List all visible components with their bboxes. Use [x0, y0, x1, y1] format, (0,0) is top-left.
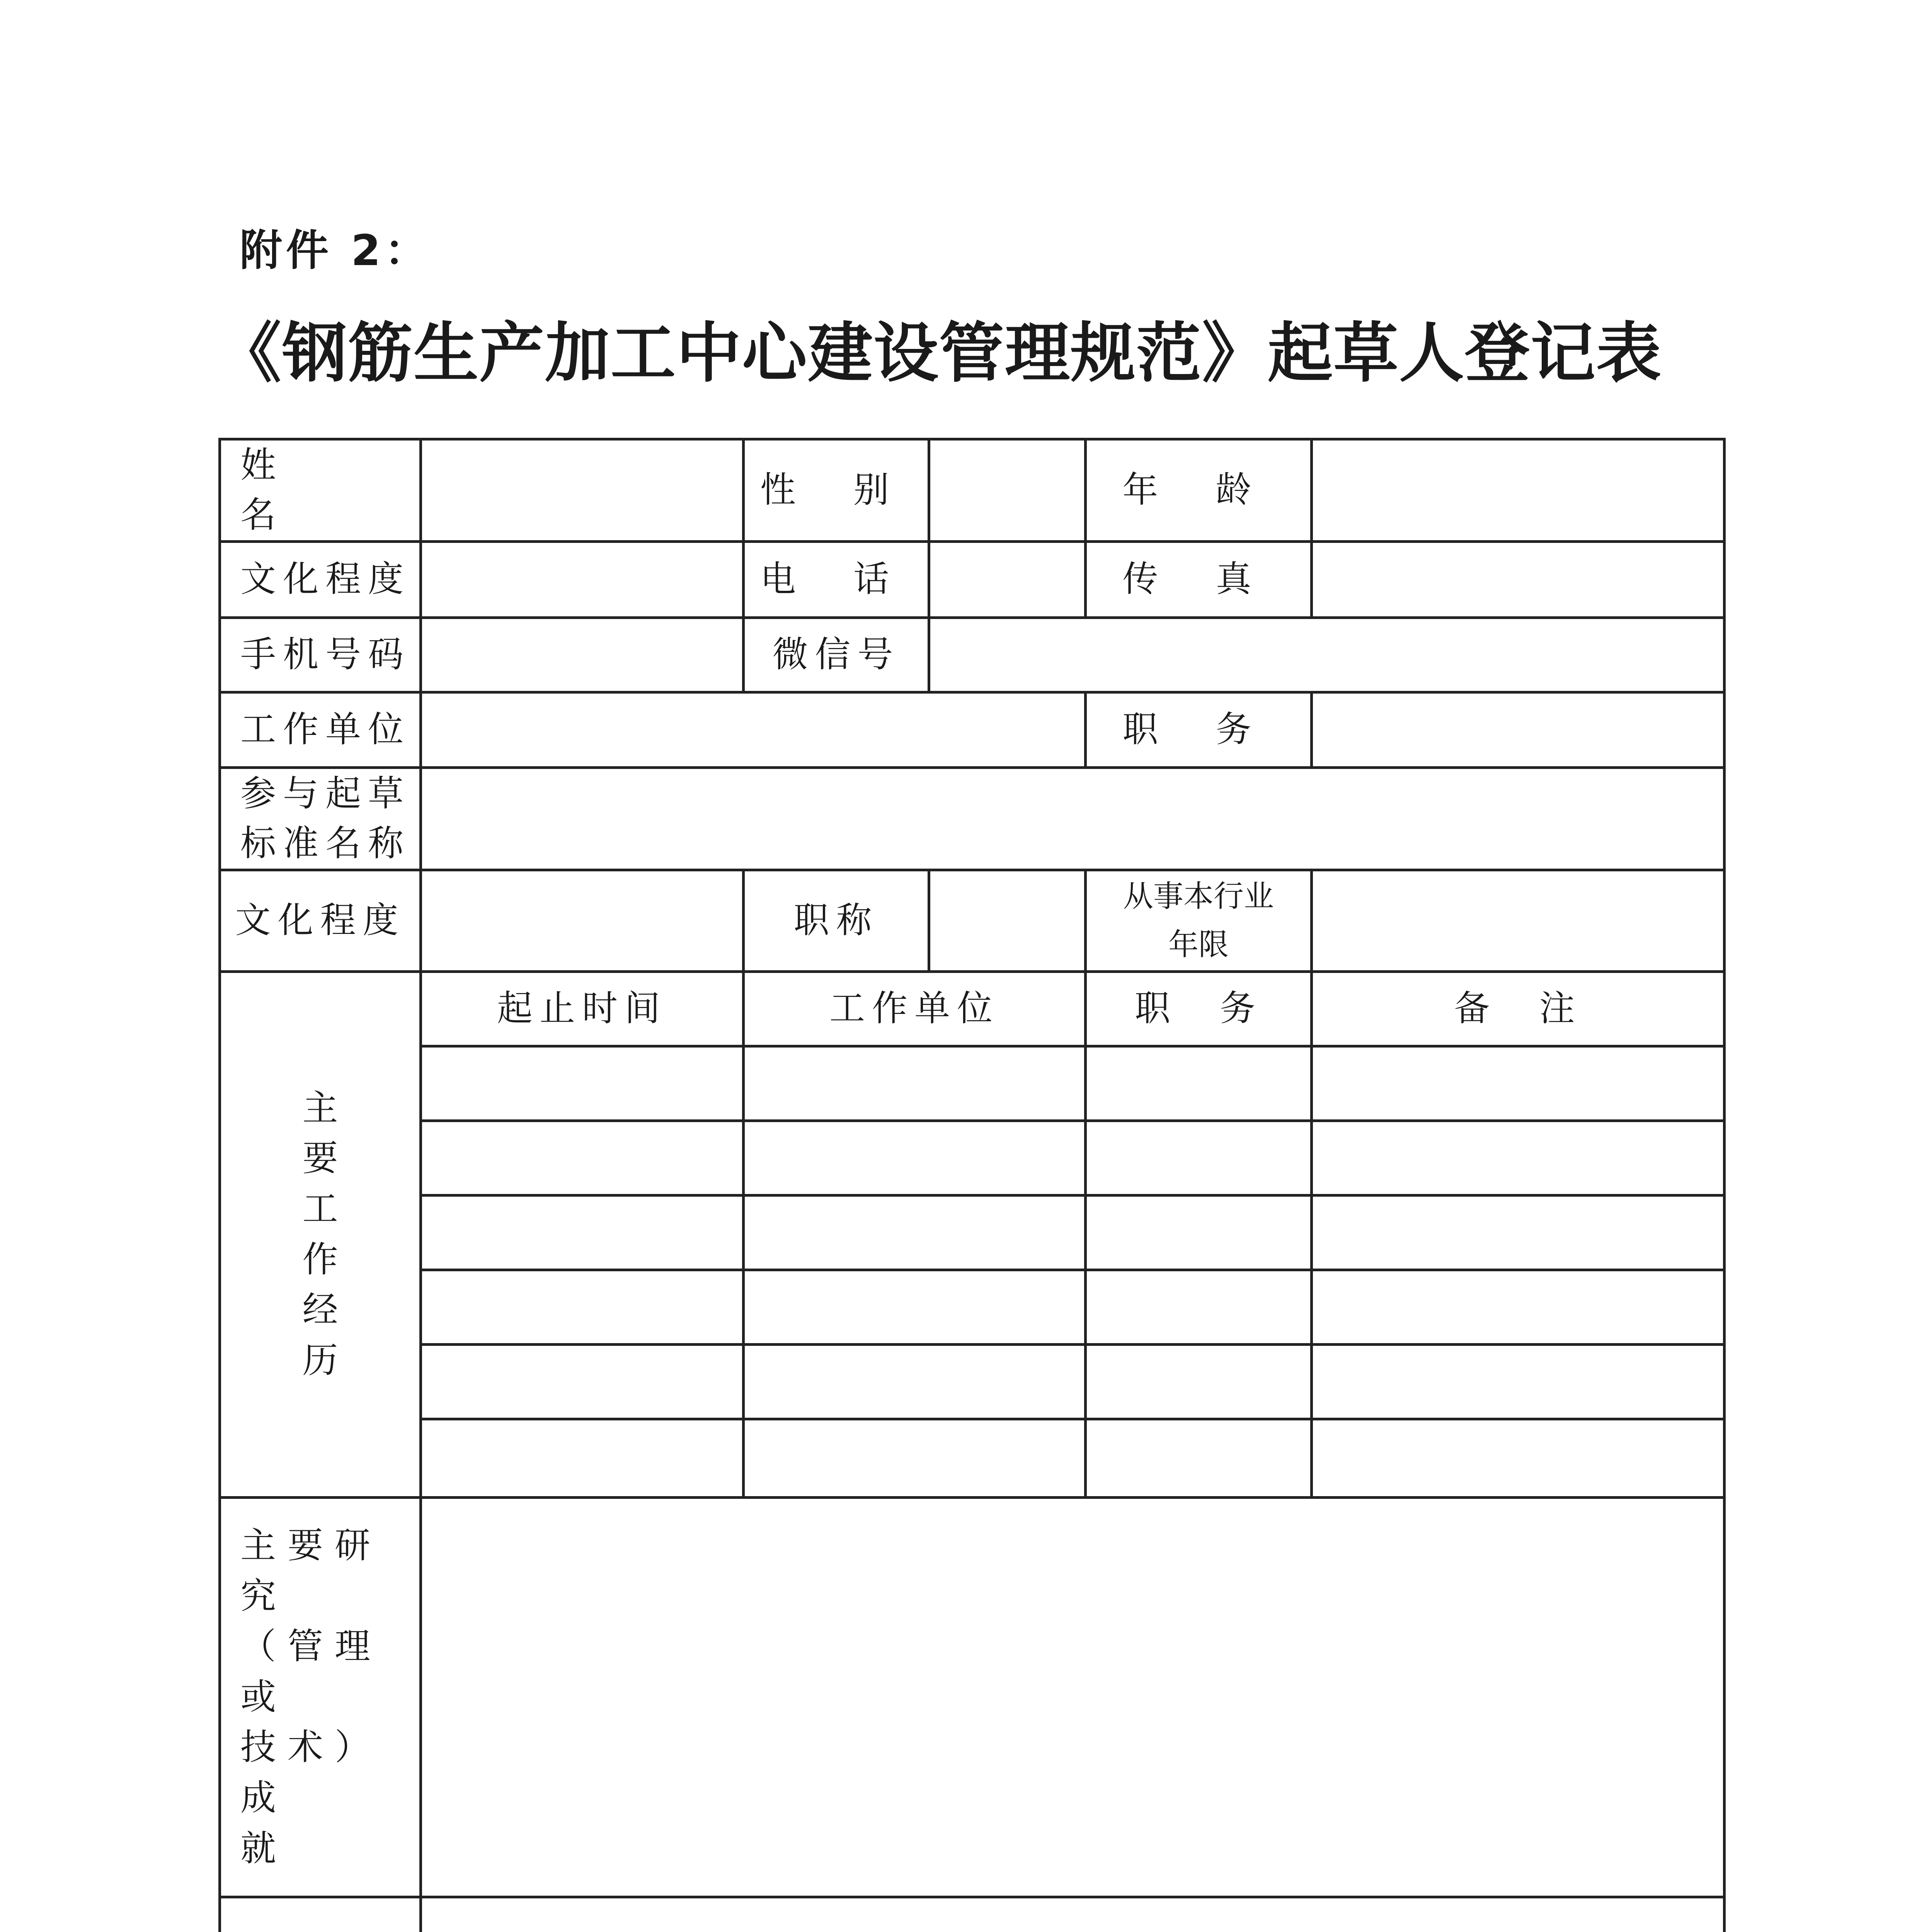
experience-period-cell[interactable]: [421, 1419, 744, 1497]
gender-field[interactable]: [929, 439, 1086, 542]
standard-name-label-line1: 参与起草: [240, 772, 411, 814]
attachment-label: 附件 2：: [240, 226, 431, 275]
fax-field[interactable]: [1312, 541, 1725, 617]
experience-remarks-cell[interactable]: [1312, 1270, 1725, 1344]
experience-period-cell[interactable]: [421, 1195, 744, 1270]
experience-row: [220, 1270, 1725, 1344]
experience-remarks-cell[interactable]: [1312, 1046, 1725, 1121]
education-field[interactable]: [421, 541, 744, 617]
unit-opinion-label: [220, 1897, 421, 1932]
experience-period-cell[interactable]: [421, 1270, 744, 1344]
achievements-field[interactable]: [421, 1497, 1725, 1897]
industry-years-label-line1: 从事本行业: [1123, 879, 1274, 914]
experience-row: [220, 1046, 1725, 1121]
experience-period-cell[interactable]: [421, 1046, 744, 1121]
fax-label: 传 真: [1086, 541, 1312, 617]
standard-name-label-line2: 标准名称: [240, 822, 411, 864]
phone-field[interactable]: [929, 541, 1086, 617]
experience-row: [220, 1344, 1725, 1419]
experience-remarks-cell[interactable]: [1312, 1195, 1725, 1270]
experience-employer-cell[interactable]: [744, 1344, 1086, 1419]
experience-row: [220, 1419, 1725, 1497]
standard-name-label: [220, 767, 421, 870]
wechat-field[interactable]: [929, 617, 1725, 692]
experience-position-cell[interactable]: [1086, 1121, 1312, 1195]
professional-title-field[interactable]: [929, 870, 1086, 971]
age-label: 年 龄: [1086, 439, 1312, 542]
experience-employer-cell[interactable]: [744, 1046, 1086, 1121]
name-label: 姓 名: [220, 439, 421, 542]
position-field[interactable]: [1312, 692, 1725, 767]
experience-position-cell[interactable]: [1086, 1344, 1312, 1419]
achievements-label-line3: 技术）成: [240, 1726, 382, 1819]
experience-header-employer: 工作单位: [744, 971, 1086, 1046]
gender-label: 性 别: [744, 439, 929, 542]
wechat-label: 微信号: [744, 617, 929, 692]
experience-position-cell[interactable]: [1086, 1270, 1312, 1344]
achievements-label-line2: （管理或: [240, 1626, 382, 1718]
unit-opinion-field[interactable]: [421, 1897, 1725, 1932]
employer-label: 工作单位: [220, 692, 421, 767]
experience-employer-cell[interactable]: [744, 1121, 1086, 1195]
employer-field[interactable]: [421, 692, 1086, 767]
experience-header-position: 职 务: [1086, 971, 1312, 1046]
work-experience-label: [220, 971, 421, 1497]
experience-remarks-cell[interactable]: [1312, 1121, 1725, 1195]
experience-position-cell[interactable]: [1086, 1419, 1312, 1497]
experience-remarks-cell[interactable]: [1312, 1344, 1725, 1419]
mobile-field[interactable]: [421, 617, 744, 692]
mobile-label: 手机号码: [220, 617, 421, 692]
work-experience-label-text: 主 要 工 作 经 历: [302, 1087, 338, 1381]
achievements-label: [220, 1497, 421, 1897]
education-label: 文化程度: [220, 541, 421, 617]
experience-header-remarks: 备 注: [1312, 971, 1725, 1046]
experience-employer-cell[interactable]: [744, 1419, 1086, 1497]
experience-position-cell[interactable]: [1086, 1046, 1312, 1121]
education2-label: 文化程度: [220, 870, 421, 971]
name-field[interactable]: [421, 439, 744, 542]
industry-years-field[interactable]: [1312, 870, 1725, 971]
experience-period-cell[interactable]: [421, 1121, 744, 1195]
experience-employer-cell[interactable]: [744, 1195, 1086, 1270]
professional-title-label: 职称: [744, 870, 929, 971]
registration-form: [218, 438, 1726, 1932]
experience-employer-cell[interactable]: [744, 1270, 1086, 1344]
phone-label: 电 话: [744, 541, 929, 617]
experience-row: [220, 1195, 1725, 1270]
industry-years-label-line2: 年限: [1168, 927, 1229, 962]
industry-years-label: [1086, 870, 1312, 971]
education2-field[interactable]: [421, 870, 744, 971]
document-title: 《钢筋生产加工中心建设管理规范》起草人登记表: [216, 315, 1662, 391]
experience-header-period: 起止时间: [421, 971, 744, 1046]
experience-period-cell[interactable]: [421, 1344, 744, 1419]
experience-remarks-cell[interactable]: [1312, 1419, 1725, 1497]
experience-row: [220, 1121, 1725, 1195]
experience-position-cell[interactable]: [1086, 1195, 1312, 1270]
achievements-label-line1: 主要研究: [240, 1524, 382, 1617]
age-field[interactable]: [1312, 439, 1725, 542]
position-label: 职 务: [1086, 692, 1312, 767]
standard-name-field[interactable]: [421, 767, 1725, 870]
achievements-label-line4: 就: [240, 1827, 288, 1869]
